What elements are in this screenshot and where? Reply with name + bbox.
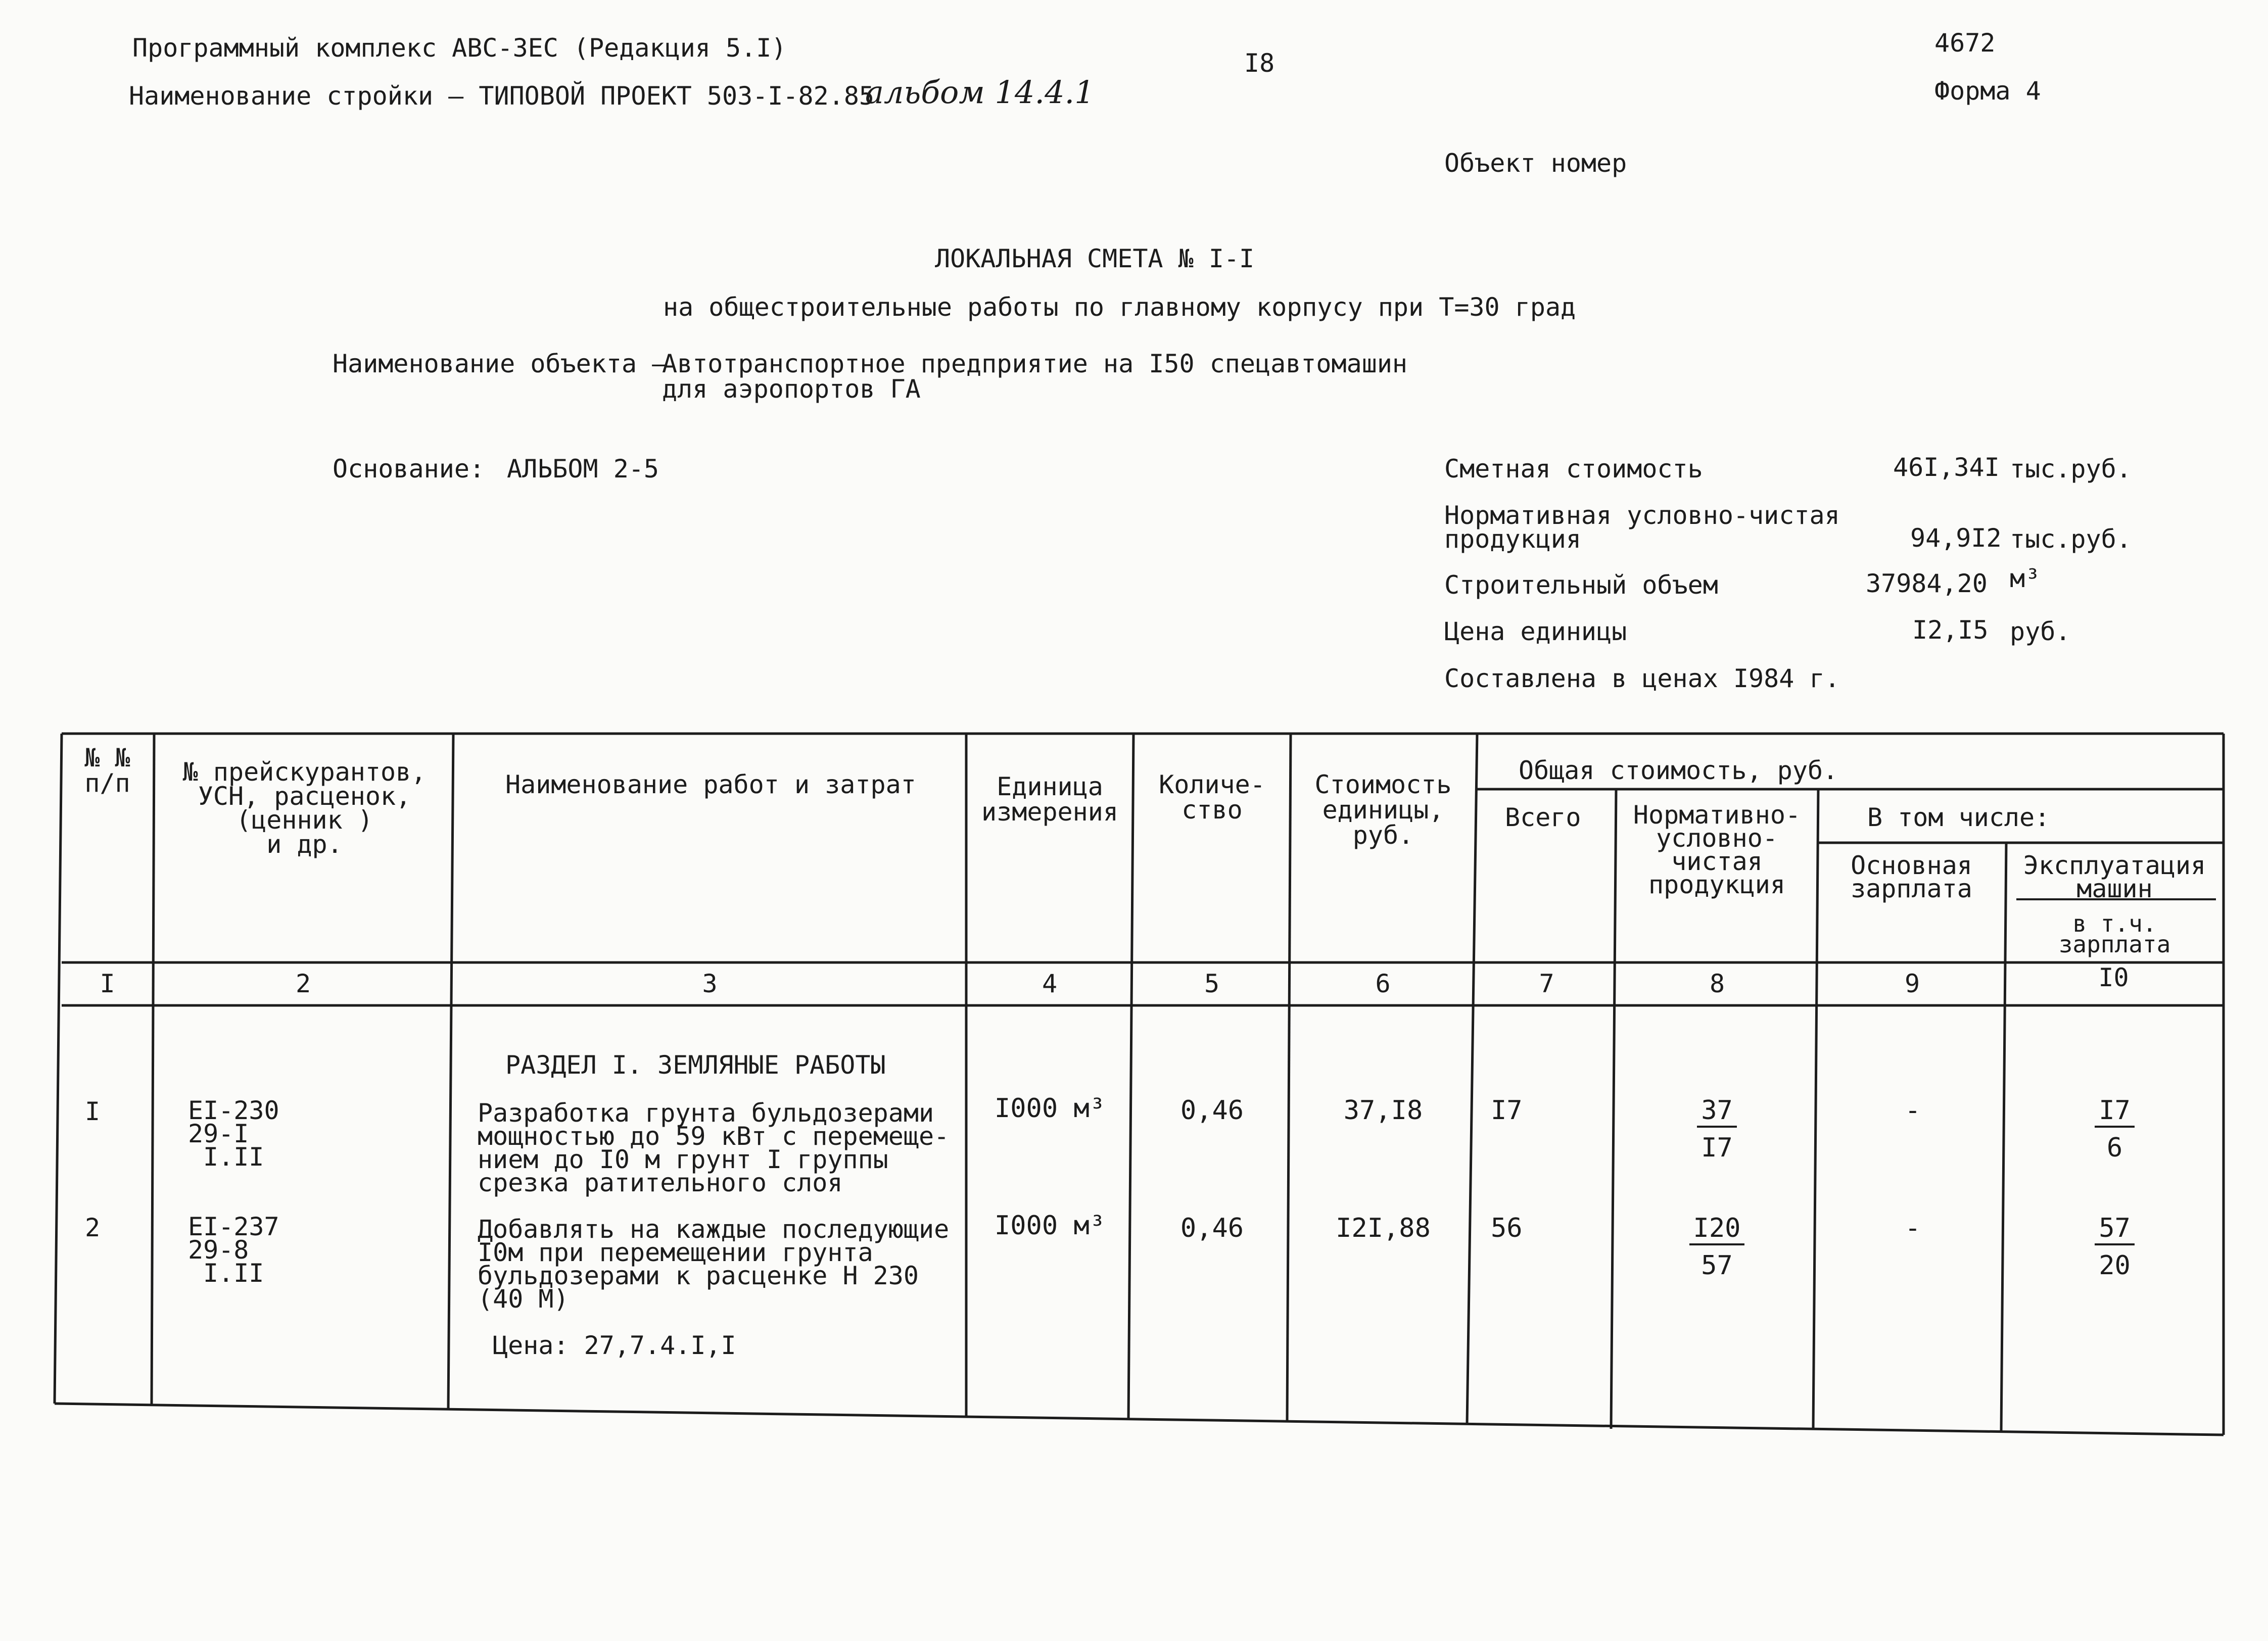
col-number-8: 8 bbox=[1709, 969, 1725, 998]
project-label: Наименование стройки – ТИПОВОЙ ПРОЕКТ 503-I-82.85 bbox=[129, 81, 875, 111]
row1-total: I7 bbox=[1491, 1095, 1523, 1126]
building-volume-value: 37984,20 bbox=[1866, 569, 1988, 598]
row2-machine-operation: $\frac{57}{20}$ bbox=[2007, 1215, 2222, 1279]
estimated-cost-unit: тыс.руб. bbox=[2010, 454, 2132, 484]
basis-label: Основание: bbox=[333, 454, 485, 484]
row2-net-product: $\frac{I20}{57}$ bbox=[1617, 1215, 1817, 1279]
net-product-unit: тыс.руб. bbox=[2010, 524, 2132, 554]
row1-net-product: $\frac{37}{I7}$ bbox=[1617, 1097, 1817, 1161]
header-row-number: № № п/п bbox=[84, 743, 130, 798]
object-name-line1: Автотранспортное предприятие на I50 спецавтомашин bbox=[662, 349, 1408, 378]
net-product-label-2: продукция bbox=[1444, 524, 1581, 554]
unit-price-label: Цена единицы bbox=[1444, 617, 1627, 646]
row2-unit: I000 м³ bbox=[994, 1211, 1106, 1241]
object-label: Наименование объекта – bbox=[333, 349, 668, 378]
col-number-6: 6 bbox=[1375, 969, 1391, 998]
row1-unit-cost: 37,I8 bbox=[1343, 1095, 1423, 1126]
estimated-cost-label: Сметная стоимость bbox=[1444, 454, 1703, 484]
header-total: Всего bbox=[1505, 803, 1581, 832]
header-quantity: Количе- ство bbox=[1159, 770, 1265, 825]
header-including-group: В том числе: bbox=[1867, 803, 2050, 832]
row1-base-wage: - bbox=[1905, 1095, 1921, 1126]
col-number-7: 7 bbox=[1539, 969, 1554, 998]
header-base-wage: Основная зарплата bbox=[1851, 851, 1972, 903]
row2-unit-cost: I2I,88 bbox=[1336, 1213, 1431, 1243]
header-work-name: Наименование работ и затрат bbox=[505, 770, 916, 799]
net-product-value: 94,9I2 bbox=[1910, 523, 2002, 553]
object-number-label: Объект номер bbox=[1444, 149, 1627, 178]
building-volume-label: Строительный объем bbox=[1444, 570, 1718, 600]
object-name-line2: для аэропортов ГА bbox=[662, 374, 921, 404]
header-unit-cost: Стоимость единицы, руб. bbox=[1314, 770, 1452, 850]
net-product-label: Нормативная условно-чистая bbox=[1444, 501, 1840, 530]
col-number-3: 3 bbox=[702, 969, 718, 998]
document-title: ЛОКАЛЬНАЯ СМЕТА № I-I bbox=[935, 244, 1255, 273]
col-number-4: 4 bbox=[1042, 969, 1058, 998]
estimated-cost-value: 46I,34I bbox=[1893, 453, 2000, 482]
handwritten-note: альбом 14.4.1 bbox=[865, 74, 1095, 111]
header-total-cost-group: Общая стоимость, руб. bbox=[1519, 756, 1838, 785]
row1-number: I bbox=[85, 1097, 101, 1126]
building-volume-unit: м³ bbox=[2010, 564, 2041, 593]
header-unit: Единица измерения bbox=[981, 772, 1118, 827]
row2-work-name: Добавлять на каждые последующие I0м при перемещении грунта бульдозерами к расценке Н 230 (40 М) bbox=[478, 1215, 950, 1314]
col-number-1: I bbox=[100, 969, 115, 998]
col-number-5: 5 bbox=[1204, 969, 1220, 998]
header-price-list: № прейскурантов, УСН, расценок, (ценник ) и др. bbox=[182, 757, 427, 859]
row1-machine-operation: $\frac{I7}{6}$ bbox=[2007, 1097, 2222, 1161]
row2-base-wage: - bbox=[1905, 1213, 1921, 1243]
col-number-9: 9 bbox=[1904, 969, 1920, 998]
row1-code: EI-230 29-I I.II bbox=[188, 1096, 279, 1172]
row2-code: EI-237 29-8 I.II bbox=[188, 1212, 279, 1288]
unit-price-unit: руб. bbox=[2010, 617, 2071, 646]
header-net-product: Нормативно- условно- чистая продукция bbox=[1633, 800, 1801, 899]
unit-price-value: I2,I5 bbox=[1912, 615, 1989, 645]
document-subtitle: на общестроительные работы по главному корпусу при Т=30 град bbox=[663, 293, 1576, 322]
row2-total: 56 bbox=[1491, 1213, 1523, 1243]
row1-work-name: Разработка грунта бульдозерами мощностью до 59 кВт с перемеще- нием до I0 м грунт I группы срезка ратительного слоя bbox=[478, 1098, 950, 1197]
row2-quantity: 0,46 bbox=[1180, 1213, 1244, 1243]
document-number: 4672 bbox=[1934, 28, 1996, 58]
basis-value: АЛЬБОМ 2-5 bbox=[507, 454, 659, 484]
prices-year-note: Составлена в ценах I984 г. bbox=[1444, 664, 1840, 693]
col-number-2: 2 bbox=[295, 969, 311, 998]
program-name: Программный комплекс АВС-ЗЕС (Редакция 5.I) bbox=[132, 33, 787, 63]
row2-number: 2 bbox=[85, 1213, 101, 1242]
page-number: I8 bbox=[1244, 49, 1275, 78]
row1-quantity: 0,46 bbox=[1180, 1095, 1244, 1126]
header-machine-wage: в т.ч. зарплата bbox=[2058, 910, 2171, 958]
form-number: Форма 4 bbox=[1934, 76, 2041, 106]
price-note: Цена: 27,7.4.I,I bbox=[493, 1331, 736, 1360]
header-machine-operation: Эксплуатация машин bbox=[2023, 851, 2206, 903]
section-title: РАЗДЕЛ I. ЗЕМЛЯНЫЕ РАБОТЫ bbox=[505, 1050, 886, 1080]
col-number-10: I0 bbox=[2098, 963, 2129, 992]
row1-unit: I000 м³ bbox=[994, 1093, 1106, 1124]
